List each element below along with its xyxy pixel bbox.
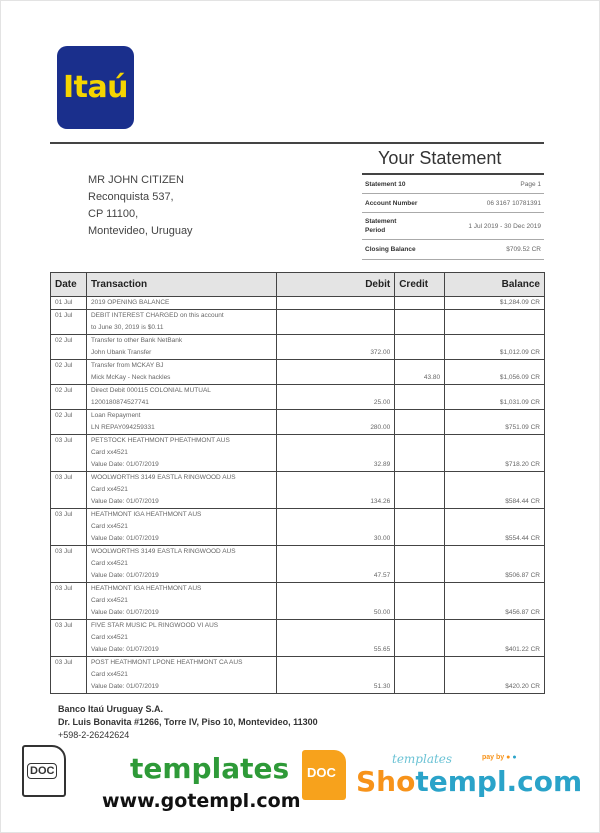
statement-row-label: Statement Period: [365, 218, 397, 234]
cell-debit: 55.65: [276, 644, 395, 657]
cell-credit: [395, 583, 445, 596]
cell-transaction: HEATHMONT IGA HEATHMONT AUS: [86, 509, 276, 522]
cell-debit: 30.00: [276, 533, 395, 546]
cell-transaction: Value Date: 01/07/2019: [86, 496, 276, 509]
cell-debit: 51.30: [276, 681, 395, 694]
cell-date: 03 Jul: [51, 509, 87, 522]
table-row: [51, 509, 545, 522]
cell-date: [51, 397, 87, 410]
cell-credit: 43.80: [395, 372, 445, 385]
table-row: [51, 410, 545, 423]
cell-debit: [276, 360, 395, 373]
table-row: [51, 669, 545, 681]
bitcoin-icon: ●: [506, 754, 511, 761]
cell-balance: [445, 669, 545, 681]
cell-debit: [276, 435, 395, 448]
cell-credit: [395, 632, 445, 644]
cell-transaction: Value Date: 01/07/2019: [86, 644, 276, 657]
statement-row-label: Closing Balance: [365, 246, 416, 253]
cell-date: [51, 372, 87, 385]
cell-debit: [276, 558, 395, 570]
cell-date: [51, 422, 87, 435]
table-row: [51, 657, 545, 670]
cell-debit: [276, 472, 395, 485]
table-row: [51, 583, 545, 596]
cell-balance: [445, 322, 545, 335]
cell-debit: 25.00: [276, 397, 395, 410]
cell-transaction: DEBIT INTEREST CHARGED on this account: [86, 310, 276, 323]
cell-credit: [395, 397, 445, 410]
cell-date: 03 Jul: [51, 546, 87, 559]
cell-debit: [276, 484, 395, 496]
cell-balance: $401.22 CR: [445, 644, 545, 657]
table-row: [51, 372, 545, 385]
customer-city: Montevideo, Uruguay: [88, 225, 193, 237]
cell-debit: [276, 410, 395, 423]
table-row: [51, 546, 545, 559]
cell-credit: [395, 422, 445, 435]
shotempl-brand-a: Sho: [356, 765, 416, 798]
templates-word: templates: [130, 752, 290, 785]
cell-credit: [395, 310, 445, 323]
statement-row: [362, 194, 544, 213]
cell-balance: [445, 484, 545, 496]
cell-transaction: Transfer from MCKAY BJ: [86, 360, 276, 373]
cell-transaction: John Ubank Transfer: [86, 347, 276, 360]
cell-credit: [395, 657, 445, 670]
cell-transaction: WOOLWORTHS 3149 EASTLA RINGWOOD AUS: [86, 546, 276, 559]
cell-credit: [395, 322, 445, 335]
cell-balance: [445, 335, 545, 348]
table-row: [51, 607, 545, 620]
cell-transaction: 1200180874527741: [86, 397, 276, 410]
col-header-balance: Balance: [445, 273, 545, 297]
customer-address: [88, 172, 193, 240]
table-row: [51, 397, 545, 410]
cell-date: [51, 632, 87, 644]
cell-transaction: POST HEATHMONT LPONE HEATHMONT CA AUS: [86, 657, 276, 670]
cell-date: 01 Jul: [51, 297, 87, 310]
cell-date: [51, 322, 87, 335]
bank-logo: [57, 46, 134, 129]
statement-row-value: $709.52 CR: [506, 246, 541, 253]
cell-date: 02 Jul: [51, 410, 87, 423]
cell-date: 03 Jul: [51, 657, 87, 670]
cell-date: [51, 669, 87, 681]
cell-transaction: Card xx4521: [86, 484, 276, 496]
cell-transaction: Card xx4521: [86, 521, 276, 533]
cell-debit: [276, 620, 395, 633]
table-row: [51, 620, 545, 633]
cell-debit: 280.00: [276, 422, 395, 435]
table-row: [51, 335, 545, 348]
table-row: [51, 347, 545, 360]
cell-debit: [276, 669, 395, 681]
statement-row-value: 06 3167 10781391: [486, 199, 541, 207]
table-row: [51, 472, 545, 485]
cell-balance: $456.87 CR: [445, 607, 545, 620]
cell-transaction: Card xx4521: [86, 669, 276, 681]
cell-debit: [276, 632, 395, 644]
cell-date: [51, 459, 87, 472]
cell-transaction: Transfer to other Bank NetBank: [86, 335, 276, 348]
cell-balance: [445, 447, 545, 459]
cell-credit: [395, 360, 445, 373]
cell-credit: [395, 644, 445, 657]
cell-balance: [445, 657, 545, 670]
table-row: [51, 595, 545, 607]
table-row: [51, 297, 545, 310]
cell-date: 03 Jul: [51, 620, 87, 633]
cell-balance: $718.20 CR: [445, 459, 545, 472]
table-row: [51, 322, 545, 335]
cell-balance: [445, 472, 545, 485]
table-row: [51, 644, 545, 657]
cell-date: [51, 533, 87, 546]
table-row: [51, 521, 545, 533]
statement-summary: [362, 173, 544, 260]
cell-date: 02 Jul: [51, 335, 87, 348]
cell-credit: [395, 447, 445, 459]
table-row: [51, 435, 545, 448]
cell-debit: [276, 322, 395, 335]
cell-date: 01 Jul: [51, 310, 87, 323]
cell-date: [51, 607, 87, 620]
cell-debit: [276, 657, 395, 670]
cell-balance: $584.44 CR: [445, 496, 545, 509]
cell-date: [51, 347, 87, 360]
cell-credit: [395, 570, 445, 583]
cell-debit: [276, 521, 395, 533]
cell-transaction: Direct Debit 000115 COLONIAL MUTUAL: [86, 385, 276, 398]
cell-balance: $1,031.09 CR: [445, 397, 545, 410]
doc-file-label: DOC: [27, 763, 57, 779]
cell-date: [51, 484, 87, 496]
paypal-icon: ●: [512, 754, 517, 761]
cell-date: 02 Jul: [51, 360, 87, 373]
cell-balance: [445, 360, 545, 373]
cell-date: 03 Jul: [51, 472, 87, 485]
cell-credit: [395, 533, 445, 546]
cell-credit: [395, 521, 445, 533]
cell-transaction: HEATHMONT IGA HEATHMONT AUS: [86, 583, 276, 596]
table-row: [51, 533, 545, 546]
cell-credit: [395, 459, 445, 472]
cell-date: [51, 447, 87, 459]
table-row: [51, 447, 545, 459]
cell-debit: [276, 447, 395, 459]
cell-date: [51, 681, 87, 694]
doc-file-icon: [22, 745, 66, 797]
cell-debit: 372.00: [276, 347, 395, 360]
shotempl-brand-link[interactable]: [356, 765, 582, 798]
cell-balance: $554.44 CR: [445, 533, 545, 546]
cell-credit: [395, 558, 445, 570]
cell-transaction: 2019 OPENING BALANCE: [86, 297, 276, 310]
cell-balance: $1,012.09 CR: [445, 347, 545, 360]
table-header-row: [51, 273, 545, 297]
cell-debit: [276, 385, 395, 398]
cell-transaction: Value Date: 01/07/2019: [86, 607, 276, 620]
table-row: [51, 459, 545, 472]
cell-balance: [445, 410, 545, 423]
cell-debit: [276, 297, 395, 310]
cell-debit: [276, 335, 395, 348]
table-row: [51, 496, 545, 509]
cell-balance: $506.87 CR: [445, 570, 545, 583]
cell-transaction: Value Date: 01/07/2019: [86, 681, 276, 694]
cell-date: [51, 558, 87, 570]
table-row: [51, 422, 545, 435]
cell-balance: [445, 546, 545, 559]
cell-transaction: LN REPAY094259331: [86, 422, 276, 435]
statement-row: [362, 240, 544, 260]
cell-date: 03 Jul: [51, 583, 87, 596]
cell-transaction: Value Date: 01/07/2019: [86, 533, 276, 546]
cell-debit: [276, 509, 395, 522]
cell-credit: [395, 297, 445, 310]
cell-date: [51, 496, 87, 509]
cell-credit: [395, 385, 445, 398]
bank-phone: +598-2-26242624: [58, 730, 130, 740]
cell-credit: [395, 335, 445, 348]
cell-balance: $1,056.09 CR: [445, 372, 545, 385]
cell-date: [51, 595, 87, 607]
table-row: [51, 385, 545, 398]
cell-credit: [395, 620, 445, 633]
statement-row: [362, 213, 544, 240]
cell-transaction: Card xx4521: [86, 632, 276, 644]
cell-balance: [445, 583, 545, 596]
shotempl-script-text: templates: [392, 752, 453, 766]
customer-postcode: CP 11100,: [88, 208, 139, 220]
header-divider: [50, 142, 544, 144]
cell-debit: [276, 595, 395, 607]
statement-row-value: 1 Jul 2019 - 30 Dec 2019: [468, 222, 541, 230]
bank-address: Dr. Luis Bonavita #1266, Torre IV, Piso 10, Montevideo, 11300: [58, 717, 318, 727]
table-row: [51, 310, 545, 323]
cell-credit: [395, 546, 445, 559]
cell-date: [51, 644, 87, 657]
cell-balance: [445, 509, 545, 522]
cell-credit: [395, 607, 445, 620]
col-header-date: Date: [51, 273, 87, 297]
cell-balance: $751.09 CR: [445, 422, 545, 435]
statement-row-label: Account Number: [365, 199, 418, 207]
cell-transaction: PETSTOCK HEATHMONT PHEATHMONT AUS: [86, 435, 276, 448]
bank-name: Banco Itaú Uruguay S.A.: [58, 704, 164, 714]
cell-date: 03 Jul: [51, 435, 87, 448]
cell-balance: [445, 620, 545, 633]
pay-by-badge: [482, 754, 517, 761]
cell-balance: $420.20 CR: [445, 681, 545, 694]
transactions-body: [51, 297, 545, 694]
cell-debit: 50.00: [276, 607, 395, 620]
statement-row-label: Statement 10: [365, 180, 406, 188]
col-header-debit: Debit: [276, 273, 395, 297]
cell-credit: [395, 472, 445, 485]
statement-row-value: Page 1: [520, 180, 541, 188]
orange-doc-icon: [302, 750, 346, 800]
cell-transaction: Card xx4521: [86, 558, 276, 570]
cell-transaction: Card xx4521: [86, 595, 276, 607]
cell-transaction: Card xx4521: [86, 447, 276, 459]
cell-debit: [276, 310, 395, 323]
cell-date: [51, 570, 87, 583]
cell-transaction: Loan Repayment: [86, 410, 276, 423]
cell-credit: [395, 484, 445, 496]
statement-row: [362, 175, 544, 194]
table-row: [51, 558, 545, 570]
shotempl-brand-b: templ.com: [415, 765, 583, 798]
cell-transaction: Mick McKay - Neck hackles: [86, 372, 276, 385]
cell-date: 02 Jul: [51, 385, 87, 398]
cell-debit: [276, 583, 395, 596]
cell-credit: [395, 669, 445, 681]
orange-doc-label: DOC: [307, 765, 336, 780]
cell-credit: [395, 435, 445, 448]
cell-transaction: Value Date: 01/07/2019: [86, 570, 276, 583]
cell-debit: [276, 372, 395, 385]
customer-street: Reconquista 537,: [88, 191, 174, 203]
table-row: [51, 632, 545, 644]
bank-footer: [58, 703, 318, 742]
cell-transaction: Value Date: 01/07/2019: [86, 459, 276, 472]
cell-balance: [445, 521, 545, 533]
cell-credit: [395, 509, 445, 522]
cell-debit: 47.57: [276, 570, 395, 583]
table-row: [51, 360, 545, 373]
cell-transaction: FIVE STAR MUSIC PL RINGWOOD VI AUS: [86, 620, 276, 633]
transactions-table: [50, 272, 545, 694]
cell-balance: [445, 595, 545, 607]
cell-date: [51, 521, 87, 533]
cell-debit: 32.89: [276, 459, 395, 472]
cell-credit: [395, 496, 445, 509]
statement-title: Your Statement: [378, 148, 502, 168]
cell-credit: [395, 595, 445, 607]
cell-balance: [445, 632, 545, 644]
customer-name: MR JOHN CITIZEN: [88, 174, 184, 186]
table-row: [51, 681, 545, 694]
cell-balance: [445, 310, 545, 323]
cell-balance: $1,284.09 CR: [445, 297, 545, 310]
cell-transaction: to June 30, 2019 is $0.11: [86, 322, 276, 335]
cell-balance: [445, 558, 545, 570]
table-row: [51, 484, 545, 496]
cell-debit: [276, 546, 395, 559]
table-row: [51, 570, 545, 583]
col-header-credit: Credit: [395, 273, 445, 297]
cell-credit: [395, 347, 445, 360]
cell-balance: [445, 385, 545, 398]
cell-debit: 134.26: [276, 496, 395, 509]
cell-credit: [395, 681, 445, 694]
pay-by-text: pay by: [482, 754, 505, 761]
bank-logo-text: Itaú: [62, 70, 129, 105]
cell-transaction: WOOLWORTHS 3149 EASTLA RINGWOOD AUS: [86, 472, 276, 485]
cell-balance: [445, 435, 545, 448]
templates-url-link[interactable]: www.gotempl.com: [102, 790, 301, 812]
cell-credit: [395, 410, 445, 423]
col-header-transaction: Transaction: [86, 273, 276, 297]
